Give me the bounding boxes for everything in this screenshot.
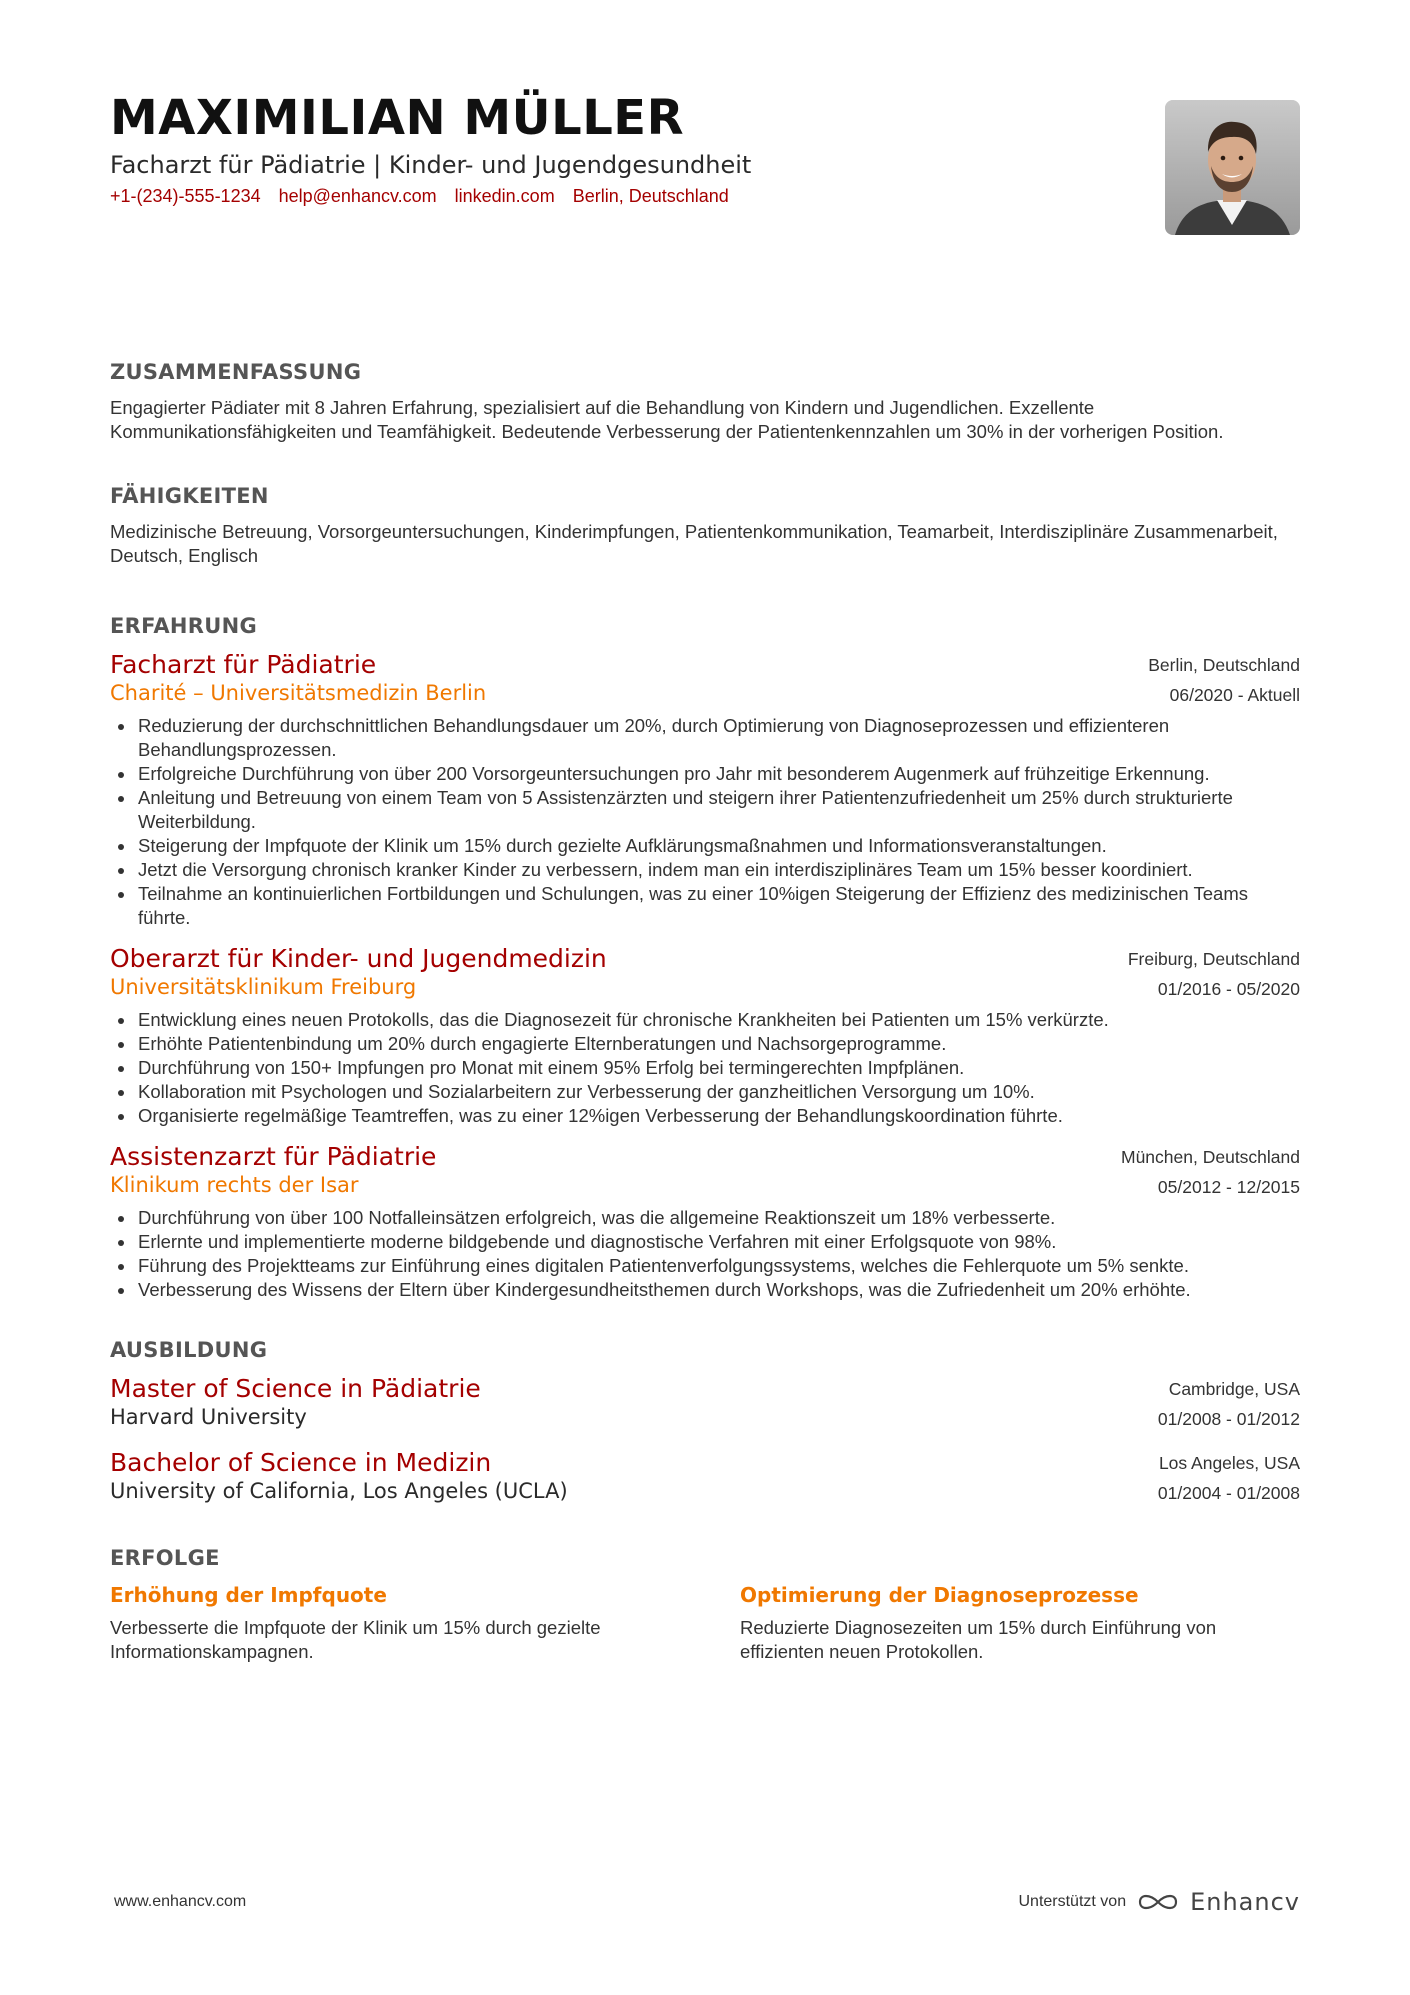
list-item: Erlernte und implementierte moderne bildgebende und diagnostische Verfahren mit einer Erfolgsquote von 98%.	[110, 1230, 1300, 1254]
job-location: Freiburg, Deutschland	[1127, 949, 1300, 969]
contact-linkedin[interactable]: linkedin.com	[454, 185, 555, 206]
experience-title: ERFAHRUNG	[110, 614, 258, 638]
school-location: Cambridge, USA	[1168, 1379, 1300, 1399]
achievement-item	[110, 1582, 670, 1664]
profile-photo-image	[1165, 100, 1300, 235]
degree: Bachelor of Science in Medizin	[110, 1448, 492, 1477]
achievement-text: Reduzierte Diagnosezeiten um 15% durch Einführung von effizienten neuen Protokollen.	[740, 1617, 1217, 1662]
list-item: Durchführung von 150+ Impfungen pro Monat mit einem 95% Erfolg bei termingerechten Impfplänen.	[110, 1056, 1300, 1080]
education-entry	[110, 1374, 1300, 1434]
school-location: Los Angeles, USA	[1158, 1453, 1300, 1473]
job-title: Facharzt für Pädiatrie	[110, 650, 377, 679]
list-item: Entwicklung eines neuen Protokolls, das die Diagnosezeit für chronische Krankheiten bei Patienten um 15% verkürzte.	[110, 1008, 1300, 1032]
list-item: Jetzt die Versorgung chronisch kranker Kinder zu verbessern, indem man ein interdisziplinäres Team um 15% besser koordiniert.	[110, 858, 1300, 882]
skills-text: Medizinische Betreuung, Vorsorgeuntersuchungen, Kinderimpfungen, Patientenkommunikation, Teamarbeit, Interdisziplinäre Zusammenarbeit, Deutsch, Englisch	[110, 521, 1278, 566]
list-item: Teilnahme an kontinuierlichen Fortbildungen und Schulungen, was zu einer 10%igen Steigerung der Effizienz des medizinischen Teams führte.	[110, 882, 1300, 930]
page-footer	[114, 1888, 1300, 1916]
candidate-tagline: Facharzt für Pädiatrie | Kinder- und Jugendgesundheit	[110, 150, 752, 179]
list-item: Organisierte regelmäßige Teamtreffen, was zu einer 12%igen Verbesserung der Behandlungskoordination führte.	[110, 1104, 1300, 1128]
brand-name: Enhancv	[1190, 1888, 1300, 1916]
list-item: Führung des Projektteams zur Einführung eines digitalen Patientenverfolgungssystems, welches die Fehlerquote um 5% senkte.	[110, 1254, 1300, 1278]
job-bullets	[110, 1206, 1300, 1302]
summary-text: Engagierter Pädiater mit 8 Jahren Erfahrung, spezialisiert auf die Behandlung von Kindern und Jugendlichen. Exzellente Kommunikationsfähigkeiten und Teamfähigkeit. Bedeutende Verbesserung der Patientenkennzahlen um 30% in der vorherigen Position.	[110, 397, 1224, 442]
achievement-title: Erhöhung der Impfquote	[110, 1583, 387, 1607]
summary-section	[110, 360, 1300, 444]
powered-by-label: Unterstützt von	[1018, 1893, 1127, 1910]
list-item: Kollaboration mit Psychologen und Sozialarbeitern zur Verbesserung der ganzheitlichen Versorgung um 10%.	[110, 1080, 1300, 1104]
job-dates: 01/2016 - 05/2020	[1157, 979, 1300, 999]
profile-photo	[1165, 100, 1300, 235]
footer-branding	[1018, 1888, 1300, 1916]
job-title: Assistenzarzt für Pädiatrie	[110, 1142, 437, 1171]
list-item: Steigerung der Impfquote der Klinik um 15% durch gezielte Aufklärungsmaßnahmen und Informationsveranstaltungen.	[110, 834, 1300, 858]
contact-location: Berlin, Deutschland	[572, 185, 729, 206]
experience-entry	[110, 944, 1300, 1128]
education-dates: 01/2004 - 01/2008	[1157, 1483, 1300, 1503]
job-location: München, Deutschland	[1121, 1147, 1300, 1167]
experience-entry	[110, 1142, 1300, 1302]
job-location: Berlin, Deutschland	[1148, 655, 1300, 675]
education-dates: 01/2008 - 01/2012	[1157, 1409, 1300, 1429]
employer: Universitätsklinikum Freiburg	[110, 975, 417, 999]
education-entry	[110, 1448, 1300, 1508]
candidate-name: MAXIMILIAN MÜLLER	[110, 90, 685, 146]
education-title: AUSBILDUNG	[110, 1338, 268, 1362]
skills-title: FÄHIGKEITEN	[110, 484, 269, 508]
employer: Klinikum rechts der Isar	[110, 1173, 359, 1197]
list-item: Verbesserung des Wissens der Eltern über Kindergesundheitsthemen durch Workshops, was die Zufriedenheit um 20% erhöhte.	[110, 1278, 1300, 1302]
achievement-title: Optimierung der Diagnoseprozesse	[740, 1583, 1139, 1607]
resume-header	[110, 92, 1300, 262]
employer: Charité – Universitätsmedizin Berlin	[110, 681, 487, 705]
achievements-section	[110, 1546, 1300, 1664]
footer-website[interactable]: www.enhancv.com	[114, 1893, 247, 1910]
job-dates: 05/2012 - 12/2015	[1157, 1177, 1300, 1197]
job-dates: 06/2020 - Aktuell	[1169, 685, 1300, 705]
degree: Master of Science in Pädiatrie	[110, 1374, 481, 1403]
list-item: Erhöhte Patientenbindung um 20% durch engagierte Elternberatungen und Nachsorgeprogramme.	[110, 1032, 1300, 1056]
list-item: Erfolgreiche Durchführung von über 200 Vorsorgeuntersuchungen pro Jahr mit besonderem Augenmerk auf frühzeitige Erkennung.	[110, 762, 1300, 786]
education-section	[110, 1338, 1300, 1508]
summary-title: ZUSAMMENFASSUNG	[110, 360, 362, 384]
experience-section	[110, 614, 1300, 1302]
contact-email[interactable]: help@enhancv.com	[278, 185, 437, 206]
contact-phone[interactable]: +1-(234)-555-1234	[110, 185, 261, 206]
achievement-text: Verbesserte die Impfquote der Klinik um 15% durch gezielte Informationskampagnen.	[110, 1617, 601, 1662]
list-item: Durchführung von über 100 Notfalleinsätzen erfolgreich, was die allgemeine Reaktionszeit um 18% verbesserte.	[110, 1206, 1300, 1230]
job-bullets	[110, 714, 1300, 930]
experience-entry	[110, 650, 1300, 930]
school: Harvard University	[110, 1405, 307, 1429]
achievements-title: ERFOLGE	[110, 1546, 220, 1570]
list-item: Anleitung und Betreuung von einem Team von 5 Assistenzärzten und steigern ihrer Patientenzufriedenheit um 25% durch strukturierte Weiterbildung.	[110, 786, 1300, 834]
list-item: Reduzierung der durchschnittlichen Behandlungsdauer um 20%, durch Optimierung von Diagnoseprozessen und effizienteren Behandlungsprozessen.	[110, 714, 1300, 762]
achievement-item	[740, 1582, 1300, 1664]
job-bullets	[110, 1008, 1300, 1128]
job-title: Oberarzt für Kinder- und Jugendmedizin	[110, 944, 607, 973]
enhancv-logo-icon	[1136, 1890, 1180, 1914]
skills-section	[110, 484, 1300, 568]
contact-list	[110, 186, 1300, 207]
school: University of California, Los Angeles (UCLA)	[110, 1479, 568, 1503]
